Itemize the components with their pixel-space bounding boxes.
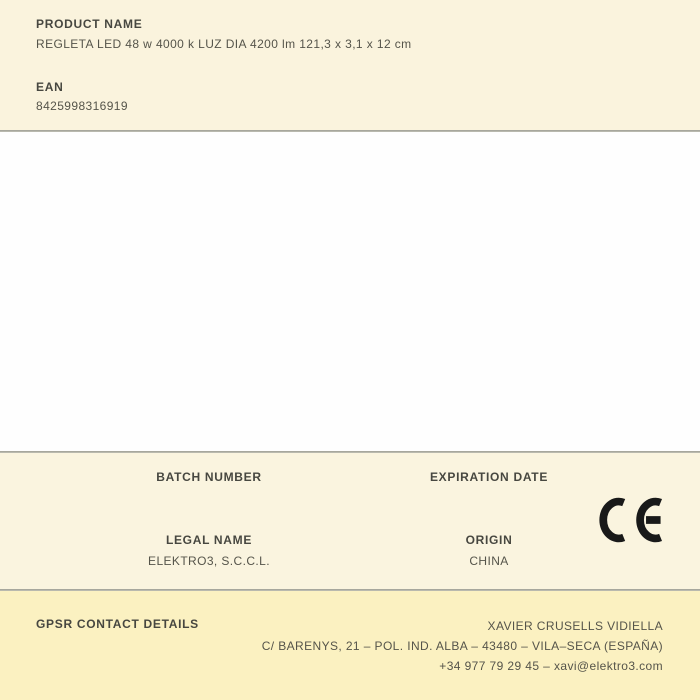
contact-section xyxy=(0,591,700,700)
contact-name: XAVIER CRUSELLS VIDIELLA xyxy=(487,619,663,633)
contact-phone-email: +34 977 79 29 45 – xavi@elektro3.com xyxy=(439,659,663,673)
origin-label: ORIGIN xyxy=(465,533,513,547)
batch-number-label: BATCH NUMBER xyxy=(156,470,262,484)
expiration-date-label: EXPIRATION DATE xyxy=(429,470,549,484)
legal-name-label: LEGAL NAME xyxy=(165,533,253,547)
details-section xyxy=(0,453,700,589)
ean-label: EAN xyxy=(36,80,64,94)
ce-mark-icon xyxy=(599,496,663,544)
legal-name-value: ELEKTRO3, S.C.C.L. xyxy=(148,554,270,568)
product-image-area xyxy=(0,132,700,451)
product-name-value: REGLETA LED 48 w 4000 k LUZ DIA 4200 lm 121,3 x 3,1 x 12 cm xyxy=(36,37,412,51)
ean-value: 8425998316919 xyxy=(36,99,128,113)
contact-address: C/ BARENYS, 21 – POL. IND. ALBA – 43480 – VILA–SECA (ESPAÑA) xyxy=(261,639,663,653)
product-section xyxy=(0,0,700,130)
origin-value: CHINA xyxy=(469,554,509,568)
contact-details-block xyxy=(262,616,663,676)
product-name-label: PRODUCT NAME xyxy=(36,17,143,31)
gpsr-contact-label: GPSR CONTACT DETAILS xyxy=(36,617,199,631)
